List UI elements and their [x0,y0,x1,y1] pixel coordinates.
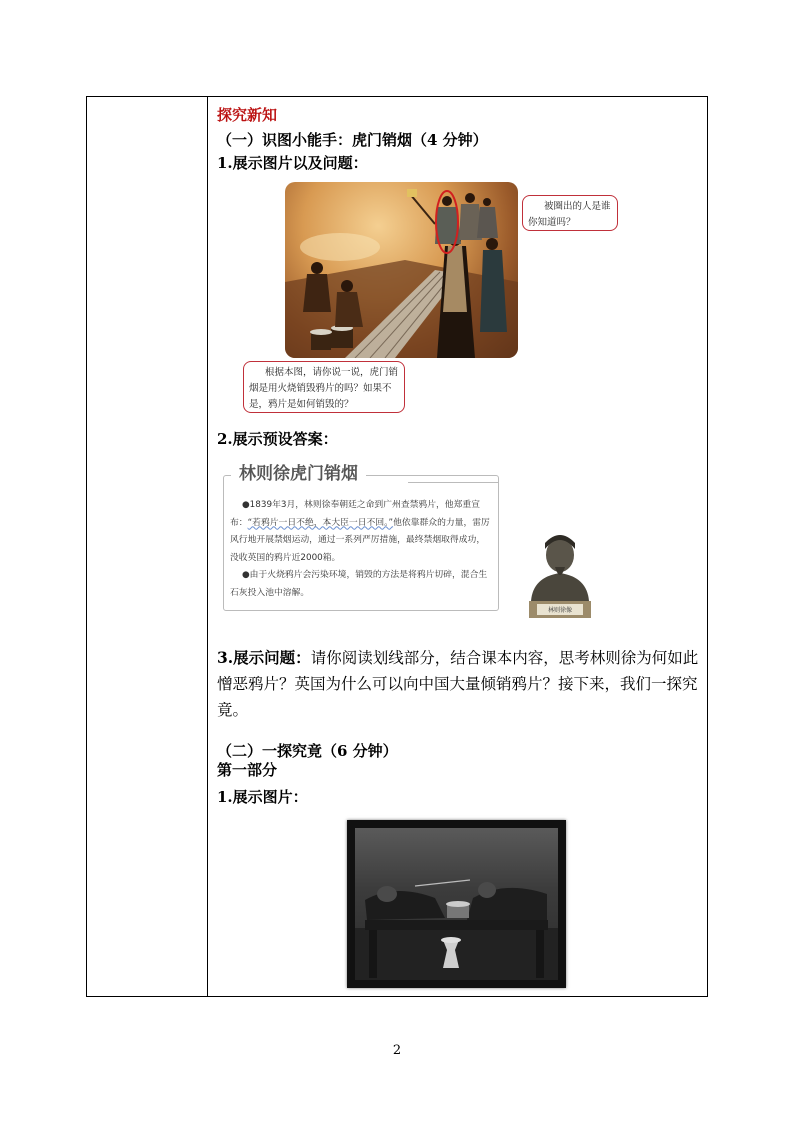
textbook-title-rule [408,482,498,483]
part2-step1: 1.展示图片： [217,788,308,806]
page-number: 2 [392,1043,402,1058]
photo-illustration [355,828,558,980]
part2-sub: 第一部分 [217,761,278,779]
part1-step2: 2.展示预设答案： [217,430,338,448]
part2-heading: （二）一探究竟（6 分钟） [217,742,398,760]
textbook-paragraph-1 [230,497,492,567]
lin-zexu-bust-image [523,525,597,620]
step3-lead: 3.展示问题： [217,648,311,667]
humen-painting [285,182,518,358]
section-title: 探究新知 [217,106,278,124]
photo-content [355,828,558,980]
textbook-p1-end: 他依靠群众的力量，雷厉风行地开展禁烟运动，通过一系列严厉措施，最终禁烟取得成功，没收英国的鸦片近2000箱。 [230,517,490,563]
painting-illustration [285,182,518,358]
textbook-paragraph-2: ●由于火烧鸦片会污染环境，销毁的方法是将鸦片切碎，混合生石灰投入池中溶解。 [230,570,488,598]
textbook-underlined-quote: “若鸦片一日不绝，本大臣一日不回。” [247,517,394,528]
step3-text: 请你阅读划线部分，结合课本内容，思考林则徐为何如此憎恶鸦片？英国为什么可以向中国大量倾销鸦片？接下来，我们一探究竟。 [217,649,699,719]
textbook-excerpt [223,464,499,611]
part1-step1: 1.展示图片以及问题： [217,154,368,172]
textbook-p1-start: ●1839年3月，林则徐奉朝廷之命到广州查禁鸦片，他郑重宣布： [230,500,480,528]
callout-burning-question: 根据本图，请你说一说，虎门销烟是用火烧销毁鸦片的吗？如果不是，鸦片是如何销毁的？ [243,361,405,413]
column-divider [207,97,208,996]
opium-smokers-photo [347,820,566,988]
content-cell [217,97,701,996]
textbook-body [230,497,492,603]
callout-identify-person: 被圈出的人是谁你知道吗？ [522,195,618,231]
bust-label: 林则徐像 [547,607,573,614]
part1-heading: （一）识图小能手：虎门销烟（4 分钟） [217,131,488,149]
step3-question [217,645,709,723]
textbook-title: 林则徐虎门销烟 [231,459,366,484]
lesson-table [86,96,708,997]
